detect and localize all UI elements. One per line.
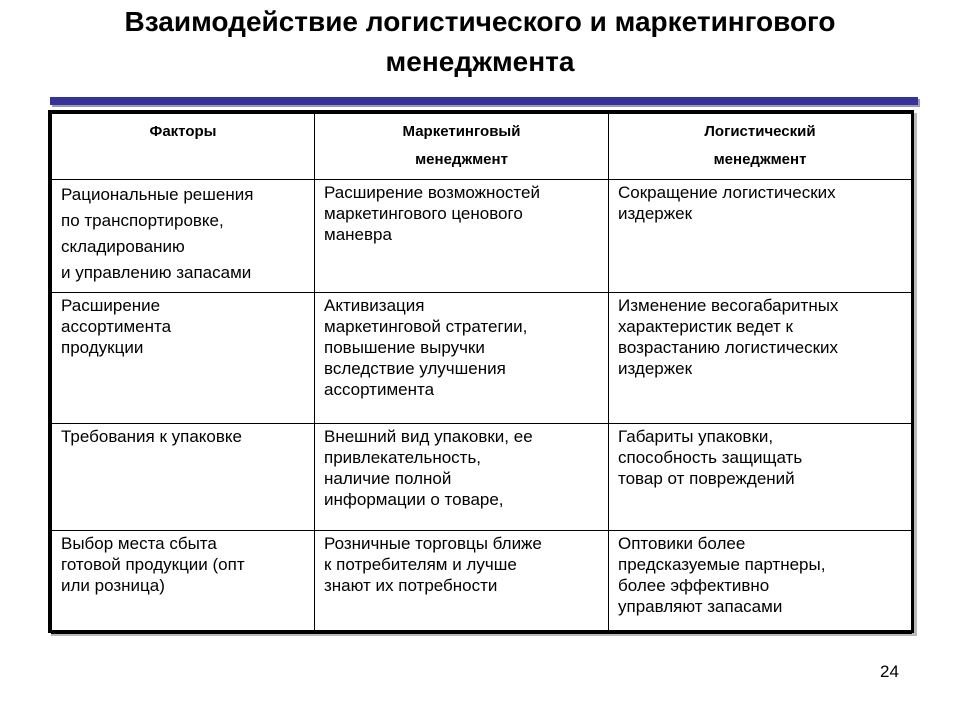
cell-text: Габариты упаковки,: [618, 427, 774, 446]
table-row: [52, 180, 912, 293]
marketing-cell: [315, 531, 609, 634]
cell-text: предсказуемые партнеры,: [618, 555, 826, 574]
header-text: Факторы: [149, 123, 217, 140]
cell-text: Сокращение логистических: [618, 183, 836, 202]
table-row: [52, 531, 912, 634]
cell-text: Рациональные решения: [61, 185, 254, 204]
cell-text: возрастанию логистических: [618, 338, 839, 357]
title-line-1: Взаимодействие логистического и маркетингового: [124, 6, 836, 37]
logistics-cell: [609, 293, 912, 424]
marketing-cell: [315, 293, 609, 424]
cell-text: Выбор места сбыта: [61, 534, 217, 553]
marketing-cell: [315, 424, 609, 531]
cell-text: складированию: [61, 237, 185, 256]
cell-text: привлекательность,: [324, 448, 482, 467]
factor-cell: [52, 293, 315, 424]
comparison-table-frame: [48, 110, 914, 633]
factor-cell: [52, 531, 315, 634]
factor-cell: [52, 424, 315, 531]
cell-text: вследствие улучшения: [324, 359, 506, 378]
cell-text: по транспортировке,: [61, 211, 224, 230]
cell-text: Расширение: [61, 296, 161, 315]
cell-text: способность защищать: [618, 448, 803, 467]
cell-text: наличие полной: [324, 469, 452, 488]
title-underline: [50, 97, 918, 105]
cell-text: Изменение весогабаритных: [618, 296, 839, 315]
comparison-table: [51, 113, 912, 634]
table-row: [52, 293, 912, 424]
header-text: менеджмент: [713, 151, 807, 168]
cell-text: управляют запасами: [618, 597, 783, 616]
cell-text: маркетинговой стратегии,: [324, 317, 528, 336]
table-row: [52, 424, 912, 531]
cell-text: продукции: [61, 338, 144, 357]
cell-text: Расширение возможностей: [324, 183, 540, 202]
header-logistics: [609, 114, 912, 180]
factor-cell: [52, 180, 315, 293]
cell-text: издержек: [618, 204, 693, 223]
marketing-cell: [315, 180, 609, 293]
cell-text: товар от повреждений: [618, 469, 795, 488]
cell-text: Требования к упаковке: [61, 427, 242, 446]
header-factors: [52, 114, 315, 180]
logistics-cell: [609, 531, 912, 634]
cell-text: или розница): [61, 576, 165, 595]
cell-text: к потребителям и лучше: [324, 555, 517, 574]
slide-title: [40, 2, 920, 82]
cell-text: более эффективно: [618, 576, 770, 595]
cell-text: и управлению запасами: [61, 263, 252, 282]
header-text: Маркетинговый: [402, 123, 521, 140]
page-number: 24: [880, 662, 899, 681]
cell-text: характеристик ведет к: [618, 317, 793, 336]
cell-text: Активизация: [324, 296, 425, 315]
cell-text: издержек: [618, 359, 693, 378]
cell-text: информации о товаре,: [324, 490, 504, 509]
cell-text: повышение выручки: [324, 338, 485, 357]
header-text: менеджмент: [415, 151, 508, 168]
cell-text: маневра: [324, 225, 392, 244]
logistics-cell: [609, 424, 912, 531]
header-text: Логистический: [704, 123, 816, 140]
logistics-cell: [609, 180, 912, 293]
cell-text: ассортимента: [61, 317, 172, 336]
cell-text: Внешний вид упаковки, ее: [324, 427, 533, 446]
cell-text: знают их потребности: [324, 576, 498, 595]
cell-text: ассортимента: [324, 380, 435, 399]
header-marketing: [315, 114, 609, 180]
cell-text: маркетингового ценового: [324, 204, 523, 223]
table-header-row: [52, 114, 912, 180]
cell-text: Оптовики более: [618, 534, 746, 553]
cell-text: Розничные торговцы ближе: [324, 534, 542, 553]
cell-text: готовой продукции (опт: [61, 555, 245, 574]
title-line-2: менеджмента: [385, 46, 575, 77]
